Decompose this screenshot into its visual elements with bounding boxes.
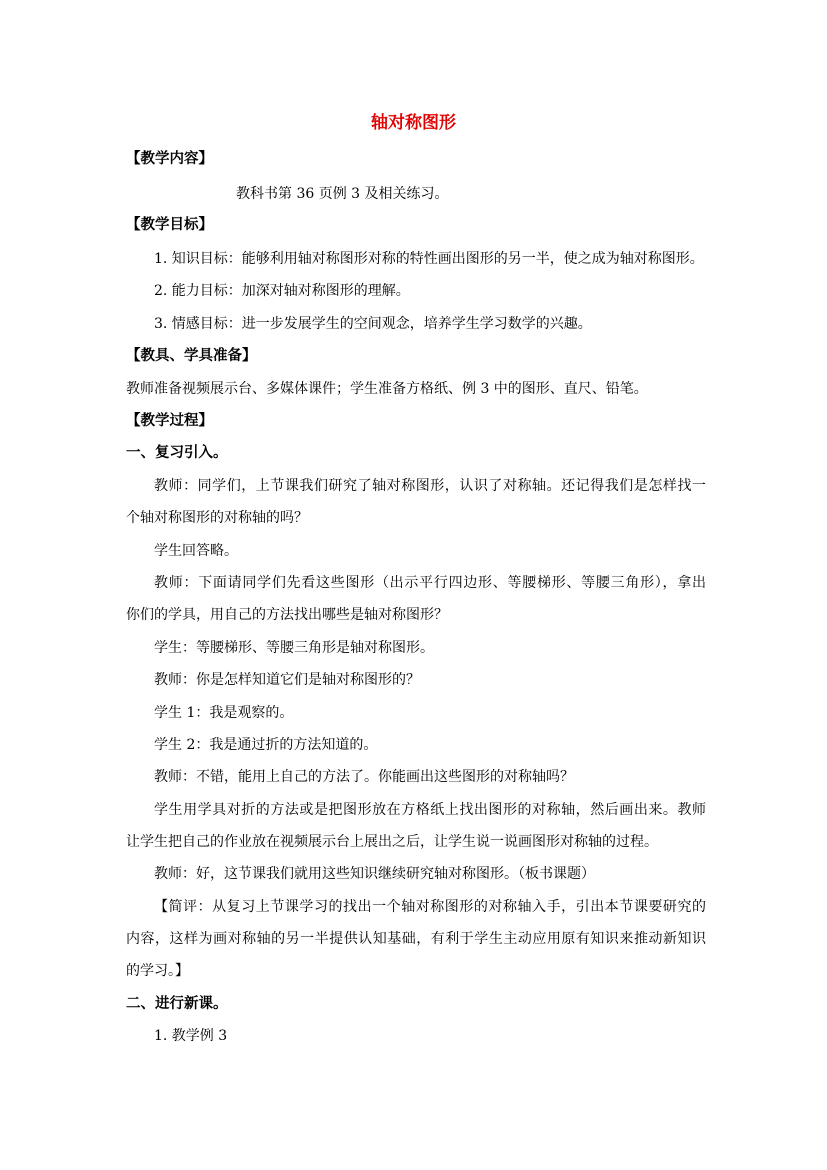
section-review-intro: 一、复习引入。	[126, 444, 228, 461]
paragraph-line: 教师：你是怎样知道它们是轴对称图形的？	[154, 672, 420, 688]
paragraph-line: 学生 1：我是观察的。	[154, 705, 294, 721]
paragraph-line: 教师：好，这节课我们就用这些知识继续研究轴对称图形。（板书课题）	[154, 866, 595, 882]
document-title: 轴对称图形	[371, 113, 456, 133]
heading-teaching-content: 【教学内容】	[126, 150, 213, 167]
paragraph-line: 学生回答略。	[154, 543, 238, 559]
teaching-content-text: 教科书第 36 页例 3 及相关练习。	[236, 186, 449, 202]
paragraph-line: 教师：下面请同学们先看这些图形（出示平行四边形、等腰梯形、等腰三角形），拿出	[154, 575, 706, 591]
comment-line: 的学习。】	[126, 963, 189, 979]
heading-tools: 【教具、学具准备】	[126, 347, 257, 364]
tools-text: 教师准备视频展示台、多媒体课件；学生准备方格纸、例 3 中的图形、直尺、铅笔。	[126, 381, 648, 397]
comment-line: 内容，这样为画对称轴的另一半提供认知基础，有利于学生主动应用原有知识来推动新知识	[126, 931, 706, 947]
goal-knowledge: 1. 知识目标：能够利用轴对称图形对称的特性画出图形的另一半，使之成为轴对称图形。	[154, 251, 704, 267]
paragraph-line: 学生 2：我是通过折的方法知道的。	[154, 737, 378, 753]
section-new-lesson: 二、进行新课。	[126, 995, 228, 1012]
paragraph-line: 1. 教学例 3	[154, 1028, 228, 1044]
paragraph-line: 学生用学具对折的方法或是把图形放在方格纸上找出图形的对称轴，然后画出来。教师	[154, 802, 706, 818]
paragraph-line: 学生：等腰梯形、等腰三角形是轴对称图形。	[154, 640, 434, 656]
paragraph-line: 教师：同学们，上节课我们研究了轴对称图形，认识了对称轴。还记得我们是怎样找一	[154, 478, 706, 494]
paragraph-line: 教师：不错，能用上自己的方法了。你能画出这些图形的对称轴吗？	[154, 769, 574, 785]
comment-line: 【简评：从复习上节课学习的找出一个轴对称图形的对称轴入手，引出本节课要研究的	[154, 899, 706, 915]
paragraph-line: 让学生把自己的作业放在视频展示台上展出之后，让学生说一说画图形对称轴的过程。	[126, 834, 658, 850]
heading-teaching-goals: 【教学目标】	[126, 216, 213, 233]
goal-emotion: 3. 情感目标：进一步发展学生的空间观念，培养学生学习数学的兴趣。	[154, 316, 592, 332]
heading-teaching-process: 【教学过程】	[126, 412, 213, 429]
paragraph-line: 个轴对称图形的对称轴的吗？	[126, 510, 308, 526]
paragraph-line: 你们的学具，用自己的方法找出哪些是轴对称图形？	[126, 607, 448, 623]
goal-ability: 2. 能力目标：加深对轴对称图形的理解。	[154, 283, 410, 299]
